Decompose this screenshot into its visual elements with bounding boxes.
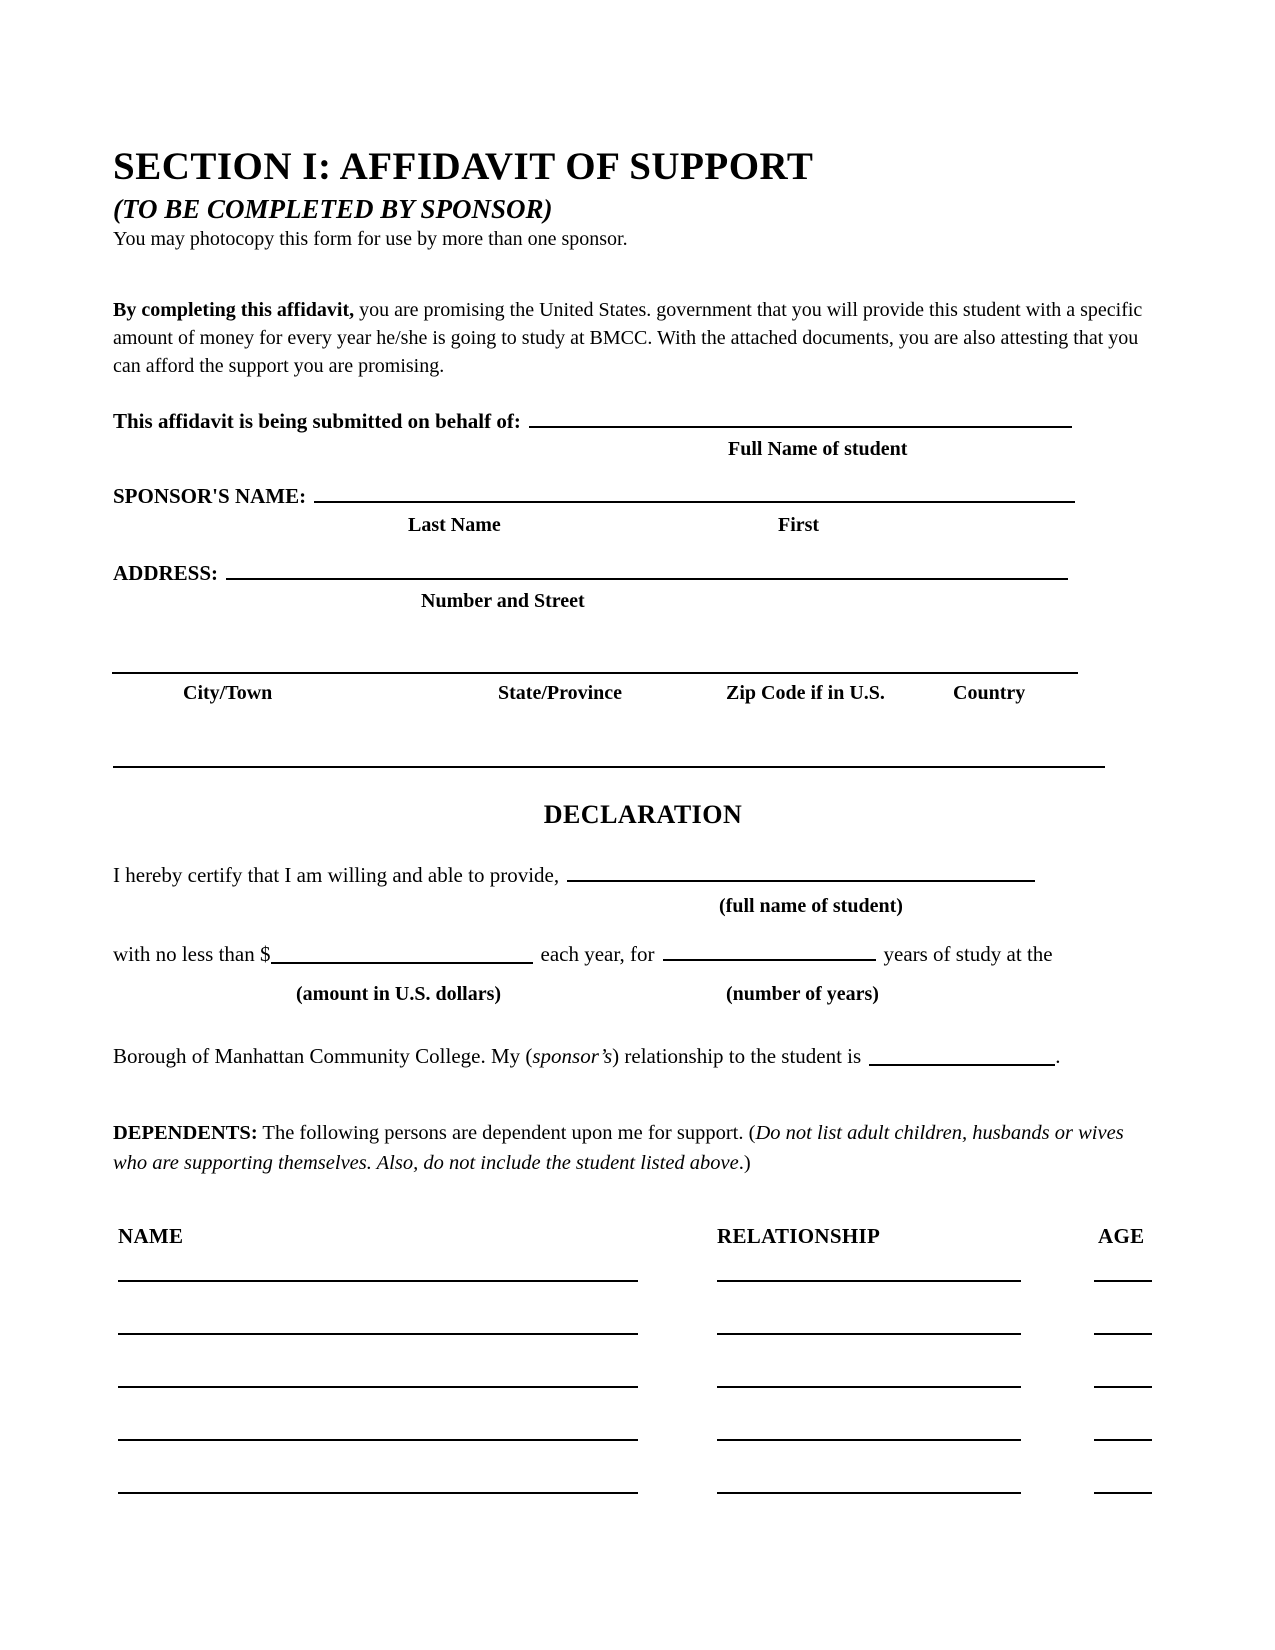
dependents-table-header [113,1224,1173,1250]
behalf-field [113,408,1072,434]
street-caption: Number and Street [421,590,585,612]
intro-lead: By completing this affidavit, [113,299,355,321]
dependent-row [113,1417,1173,1439]
dependent-name-blank [118,1364,638,1388]
amount-field [113,942,1053,967]
address-field [113,560,1068,586]
relationship-blank [869,1048,1055,1066]
certify-blank [567,862,1035,882]
amount-caption-row [113,983,1173,1009]
photocopy-note: You may photocopy this form for use by more than one sponsor. [113,228,628,250]
last-name-caption: Last Name [408,514,501,536]
dependent-age-blank [1094,1417,1152,1441]
address-blank [226,560,1068,580]
dependent-row [113,1364,1173,1386]
dependent-relationship-blank [717,1311,1021,1335]
behalf-blank [529,408,1072,428]
sponsor-name-label: SPONSOR'S NAME: [113,484,307,508]
dependent-name-blank [118,1258,638,1282]
borough-end-period: . [1055,1044,1061,1068]
years-blank [663,943,876,961]
certify-caption-row [113,895,1173,921]
page-title: SECTION I: AFFIDAVIT OF SUPPORT [113,145,814,188]
borough-mid-text: ) relationship to the student is [612,1044,862,1068]
address-line2-caption-row [113,682,1173,708]
behalf-caption: Full Name of student [728,438,908,460]
dependent-name-blank [118,1311,638,1335]
dependent-row [113,1311,1173,1333]
relationship-column-header: RELATIONSHIP [717,1224,881,1248]
dependent-row [113,1258,1173,1280]
sponsor-name-blank [314,483,1075,503]
dependent-name-blank [118,1470,638,1494]
dependent-age-blank [1094,1470,1152,1494]
dependent-age-blank [1094,1258,1152,1282]
amount-blank [271,946,533,964]
address-line2-blank [112,650,1078,674]
amount-pre-text: with no less than $ [113,942,271,966]
page-subtitle: (TO BE COMPLETED BY SPONSOR) [113,194,553,224]
first-name-caption: First [778,514,820,536]
address-label: ADDRESS: [113,561,219,585]
amount-caption: (amount in U.S. dollars) [296,983,502,1005]
amount-post-text: years of study at the [883,942,1053,966]
name-column-header: NAME [118,1224,184,1248]
declaration-heading: DECLARATION [543,800,743,829]
address-caption-row [113,590,1173,616]
state-caption: State/Province [498,682,623,704]
dependent-age-blank [1094,1311,1152,1335]
city-caption: City/Town [183,682,273,704]
intro-paragraph [113,296,1161,380]
sponsor-name-field [113,483,1075,509]
dependent-row [113,1470,1173,1492]
dependent-relationship-blank [717,1470,1021,1494]
dependent-relationship-blank [717,1258,1021,1282]
dependents-label: DEPENDENTS: [113,1122,258,1144]
section-divider-rule [113,766,1105,768]
dependents-rows [113,1258,1173,1523]
age-column-header: AGE [1098,1224,1145,1248]
dependents-note-italic: Do not list adult children, husbands or wives who are supporting themselves. Also, do not include the student listed above [113,1122,1124,1174]
relationship-field [113,1044,1060,1069]
sponsors-italic-text: sponsor’s [532,1044,613,1068]
borough-pre-text: Borough of Manhattan Community College. My ( [113,1044,533,1068]
dependents-text-end: .) [738,1152,751,1174]
country-caption: Country [953,682,1026,704]
behalf-label: This affidavit is being submitted on behalf of: [113,409,521,433]
dependent-relationship-blank [717,1417,1021,1441]
intro-body: you are promising the United States. government that you will provide this student with a specific amount of money for every year he/she is going to study at BMCC. With the attached documents, you are also attesting that you can afford the support you are promising. [113,299,1143,377]
certify-field [113,862,1035,888]
dependent-name-blank [118,1417,638,1441]
certify-text: I hereby certify that I am willing and able to provide, [113,863,560,887]
zip-caption: Zip Code if in U.S. [726,682,885,704]
dependent-age-blank [1094,1364,1152,1388]
dependents-paragraph [113,1118,1161,1178]
dependent-relationship-blank [717,1364,1021,1388]
amount-mid-text: each year, for [540,942,655,966]
sponsor-caption-row [113,514,1173,540]
full-name-caption: (full name of student) [719,895,903,917]
behalf-caption-row [113,438,1173,464]
years-caption: (number of years) [726,983,879,1005]
dependents-text: The following persons are dependent upon me for support. ( [257,1122,756,1144]
